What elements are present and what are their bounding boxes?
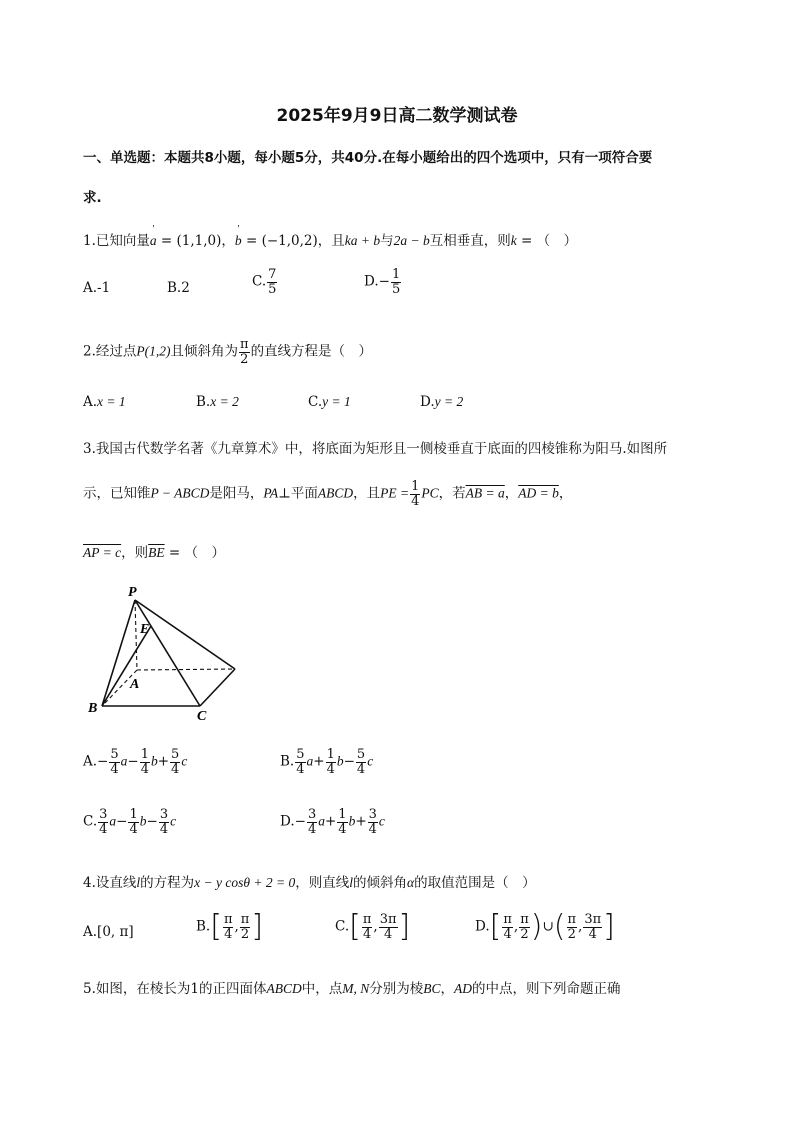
q3-a-f3	[170, 748, 180, 776]
q3-d-f3-num: 3	[368, 807, 377, 822]
q2-option-a-value: x = 1	[97, 394, 126, 409]
q3-pe-fraction	[410, 480, 420, 508]
q1-option-d-label: D.−	[364, 273, 390, 290]
q2-option-d-label: D.	[420, 394, 435, 410]
q3-a-f3-den: 4	[171, 761, 180, 777]
q3-c-f3	[159, 808, 169, 836]
q3-pyramid: P − ABCD	[150, 485, 210, 501]
q4-d-close-2: ]	[603, 909, 615, 944]
q3-ad-vector: AD = b	[518, 485, 559, 501]
section-heading-cont: 求.	[83, 190, 102, 206]
q3-b-f3-num: 5	[356, 747, 366, 762]
q4-b-close: ]	[251, 909, 264, 944]
q4-b-f1-den: 4	[224, 926, 233, 942]
q5-a: 5.如图，在棱长为1的正四面体	[83, 981, 267, 997]
q2-angle-num: π	[240, 337, 249, 352]
q3-l2-b: 是阳马，	[209, 485, 264, 502]
q5-bc: BC	[423, 981, 441, 996]
q4-prefix: 4.设直线	[83, 875, 137, 891]
q3-b-f2-den: 4	[326, 761, 335, 777]
q4-d-f4	[583, 913, 602, 941]
q1-option-d-num: 1	[391, 267, 401, 282]
q1-option-d-fraction	[391, 268, 401, 296]
q4-d-f2-den: 2	[520, 926, 529, 942]
label-p: P	[128, 585, 137, 600]
q2-option-a-label: A.	[83, 394, 98, 410]
q4-d-open-1: [	[489, 909, 502, 944]
question-4	[83, 871, 536, 891]
q4-d-comma-2: ,	[578, 918, 583, 935]
q3-d-f3-den: 4	[368, 821, 377, 837]
q4-b-f2-num: π	[240, 911, 250, 927]
q5-d: ，	[440, 981, 454, 997]
q2-point: P(1,2)	[136, 343, 171, 359]
q4-c-f2-num: 3π	[379, 911, 397, 927]
q2-option-c-label: C.	[308, 394, 323, 410]
q4-b-f1	[223, 913, 234, 941]
q4-d-f3-num: π	[567, 911, 577, 927]
q1-option-d	[364, 268, 402, 296]
q3-abcd: ABCD	[317, 485, 354, 501]
q4-c-comma: ,	[373, 918, 378, 935]
q4-c-open: [	[349, 909, 361, 944]
question-1	[83, 229, 577, 249]
q2-mid: 且倾斜角为	[170, 343, 239, 360]
q5-mn: M, N	[342, 981, 370, 996]
q4-b-open: [	[210, 909, 222, 944]
q3-l3-c: = （ ）	[164, 545, 226, 561]
q2-option-c-value: y = 1	[322, 394, 351, 409]
q4-d-f3-den: 2	[567, 926, 576, 942]
q4-mid2: ，则直线	[295, 875, 350, 891]
question-3-line-1: 3.我国古代数学名著《九章算术》中，将底面为矩形且一侧棱垂直于底面的四棱锥称为阳马.如图所	[83, 441, 668, 457]
q4-mid3: 的倾斜角	[353, 875, 407, 891]
q3-d-op2: +	[355, 813, 367, 830]
q3-b-f1-num: 5	[296, 747, 305, 762]
q3-c-f1-num: 3	[99, 807, 108, 822]
q3-b-f1-den: 4	[296, 761, 305, 777]
q3-d-op1: +	[324, 813, 337, 830]
q4-option-b	[196, 909, 264, 944]
q2-option-d-value: y = 2	[434, 394, 464, 409]
q1-vector-b-value: = (−1,0,2)，且	[241, 233, 345, 249]
q1-prefix: 1.已知向量	[83, 233, 150, 249]
q3-a-f3-num: 5	[171, 747, 180, 762]
q3-d-v2: b	[348, 813, 356, 829]
q1-k: k	[510, 233, 517, 248]
q3-a-f2-den: 4	[140, 761, 149, 777]
q1-option-b: B.2	[167, 280, 190, 296]
q2-option-b-label: B.	[196, 394, 211, 410]
q3-d-f2	[337, 808, 347, 836]
q4-c-f1-den: 4	[362, 926, 372, 942]
q4-d-union: ∪	[542, 918, 554, 935]
q3-option-c	[83, 808, 176, 836]
q4-b-label: B.	[196, 918, 211, 935]
q3-pc: PC	[421, 485, 439, 501]
q3-a-f1	[109, 748, 119, 776]
q3-c-f2-den: 4	[129, 821, 138, 837]
q3-b-op2: −	[343, 753, 355, 770]
q4-d-comma-1: ,	[513, 918, 519, 935]
q4-option-d	[475, 909, 615, 944]
q1-vector-a-value: = (1,1,0)，	[156, 233, 235, 249]
q3-c-f1	[98, 808, 108, 836]
q3-c-f2-num: 1	[129, 807, 138, 822]
edge-be	[102, 626, 151, 706]
q4-c-f2-den: 4	[383, 926, 393, 942]
q3-b-v1: a	[306, 753, 314, 769]
q3-l2-g: ，	[558, 485, 573, 502]
question-3-line-2	[83, 480, 572, 508]
q3-d-f2-den: 4	[338, 821, 347, 837]
question-2	[83, 338, 372, 366]
q1-option-c-den: 5	[268, 281, 277, 297]
q4-d-f1	[502, 913, 513, 941]
q3-a-f2	[140, 748, 150, 776]
q3-b-f1	[295, 748, 305, 776]
q3-d-f1-num: 3	[307, 807, 317, 822]
q1-end: = （ ）	[516, 233, 578, 249]
q3-c-v2: b	[139, 813, 147, 829]
q3-l2-e: ，若	[438, 485, 466, 502]
q4-d-f4-den: 4	[588, 926, 597, 942]
q3-c-f1-den: 4	[99, 821, 108, 837]
edge-pc	[135, 600, 200, 706]
q3-be-vector: $\overline{BE}$	[148, 545, 165, 560]
q1-vector-a: ' a	[150, 233, 157, 249]
q2-prefix: 2.经过点	[83, 343, 137, 360]
q3-pe: PE =	[380, 485, 410, 501]
q3-c-v1: a	[109, 813, 117, 829]
q3-a-op1: −	[127, 753, 139, 770]
q4-d-f3	[567, 913, 578, 941]
q4-l: l	[136, 875, 141, 890]
q3-l2-d: ，且	[353, 485, 381, 502]
q5-e: 的中点，则下列命题正确	[472, 981, 621, 997]
q1-option-c-label: C.	[252, 273, 267, 290]
q4-b-f2	[240, 913, 251, 941]
q3-l3-b: ，则	[121, 545, 149, 561]
q4-option-c	[335, 909, 411, 944]
q2-suffix: 的直线方程是（ ）	[250, 343, 373, 360]
q3-a-f1-den: 4	[110, 761, 119, 777]
q3-b-v3: c	[367, 753, 374, 769]
q3-c-v3: c	[170, 813, 177, 829]
q4-d-f2-num: π	[520, 911, 529, 927]
q3-a-f1-num: 5	[110, 747, 119, 762]
q4-a-label: A.	[83, 924, 98, 940]
q1-suffix: 互相垂直，则	[429, 233, 511, 249]
q4-d-f1-den: 4	[503, 926, 512, 942]
q3-c-f3-num: 3	[159, 807, 169, 822]
q4-d-f2	[519, 913, 530, 941]
question-3-line-3	[83, 541, 225, 561]
q2-option-c	[308, 394, 351, 410]
page-title: 2025年9月9日高二数学测试卷	[276, 106, 518, 126]
q4-c-close: ]	[398, 909, 411, 944]
q1-option-c-num: 7	[268, 267, 277, 282]
q3-a-f2-num: 1	[140, 747, 149, 762]
q4-option-a	[83, 924, 134, 940]
q3-pe-num: 1	[411, 479, 420, 494]
q4-c-f1	[362, 913, 373, 941]
q1-option-c	[252, 268, 278, 296]
q3-a-label: A.−	[83, 753, 109, 770]
edge-ad	[137, 669, 235, 670]
q1-option-a: A.-1	[83, 280, 111, 296]
q3-c-label: C.	[83, 813, 98, 830]
q5-c: 分别为棱	[369, 981, 424, 997]
q4-d-open-2: (	[553, 909, 566, 944]
label-c: C	[197, 709, 207, 724]
q3-d-f1	[307, 808, 317, 836]
q4-suffix: 的取值范围是（ ）	[414, 875, 536, 891]
q4-c-f1-num: π	[362, 911, 372, 927]
q3-d-v3: c	[378, 813, 385, 829]
q4-c-label: C.	[335, 918, 350, 935]
q3-b-op1: +	[313, 753, 325, 770]
q4-a-value: [0, π]	[97, 924, 134, 940]
q2-option-b-value: x = 2	[210, 394, 239, 409]
q3-a-op2: +	[157, 753, 170, 770]
q4-alpha: α	[407, 875, 415, 890]
q3-c-op1: −	[116, 813, 128, 830]
q1-expr-1: ka + b	[344, 233, 381, 248]
q5-ad: AD	[454, 981, 472, 996]
q1-vector-b: ' b	[235, 233, 242, 249]
q1-mid: 与	[380, 233, 394, 249]
edge-pd	[135, 600, 235, 669]
q3-l2-c: ⊥平面	[278, 485, 318, 502]
q4-d-close-1: )	[530, 909, 543, 944]
q2-option-d	[420, 394, 463, 410]
q3-option-a	[83, 748, 187, 776]
q4-mid1: 的方程为	[140, 875, 195, 891]
q4-l-2: l	[349, 875, 353, 890]
q3-pa: PA	[263, 485, 279, 501]
q3-l2-f: ，	[504, 485, 519, 502]
q2-option-b	[196, 394, 239, 410]
q3-c-f2	[128, 808, 138, 836]
q3-option-b	[280, 748, 373, 776]
q2-angle-den: 2	[240, 351, 249, 367]
q4-b-comma: ,	[234, 918, 239, 935]
q3-d-f3	[368, 808, 378, 836]
q2-angle-fraction	[239, 338, 250, 366]
section-heading: 一、单选题：本题共8小题，每小题5分，共40分.在每小题给出的四个选项中，只有一项符合要	[83, 150, 653, 166]
q3-d-f1-den: 4	[307, 821, 317, 837]
q1-option-c-fraction	[267, 268, 277, 296]
q4-b-f2-den: 2	[240, 926, 250, 942]
edge-pa	[135, 600, 137, 670]
q3-l2-a: 示，已知锥	[83, 485, 151, 502]
q2-option-a	[83, 394, 126, 410]
q3-c-f3-den: 4	[159, 821, 169, 837]
q3-ap-vector: AP = c	[83, 545, 122, 560]
label-a: A	[130, 677, 140, 692]
q1-option-d-den: 5	[391, 281, 401, 297]
q4-b-f1-num: π	[223, 911, 233, 927]
q4-equation: x − y cosθ + 2 = 0	[194, 875, 296, 890]
q3-d-f2-num: 1	[338, 807, 347, 822]
q3-b-f2-num: 1	[326, 747, 335, 762]
edge-cd	[200, 669, 235, 706]
q3-a-v2: b	[150, 753, 158, 769]
q3-b-f3-den: 4	[356, 761, 366, 777]
q3-pe-den: 4	[411, 493, 420, 509]
q3-b-f3	[356, 748, 366, 776]
q3-b-label: B.	[280, 753, 295, 770]
q5-b: 中，点	[301, 981, 343, 997]
q4-d-f1-num: π	[503, 911, 512, 927]
q3-ab-vector: AB = a	[465, 485, 505, 501]
q3-c-op2: −	[146, 813, 158, 830]
q4-c-f2	[379, 913, 398, 941]
q5-abcd: ABCD	[266, 981, 302, 996]
q1-expr-2: 2a − b	[393, 233, 430, 248]
q3-a-v1: a	[120, 753, 128, 769]
q3-d-label: D.−	[280, 813, 306, 830]
label-b: B	[88, 701, 98, 716]
question-5	[83, 977, 621, 997]
q4-d-label: D.	[475, 918, 490, 935]
q4-d-f4-num: 3π	[584, 911, 602, 927]
pyramid-figure	[80, 580, 250, 725]
q3-a-v3: c	[181, 753, 188, 769]
label-e: E	[140, 622, 150, 637]
q3-d-v1: a	[318, 813, 325, 829]
q3-option-d	[280, 808, 385, 836]
q3-b-f2	[326, 748, 336, 776]
q3-b-v2: b	[336, 753, 344, 769]
